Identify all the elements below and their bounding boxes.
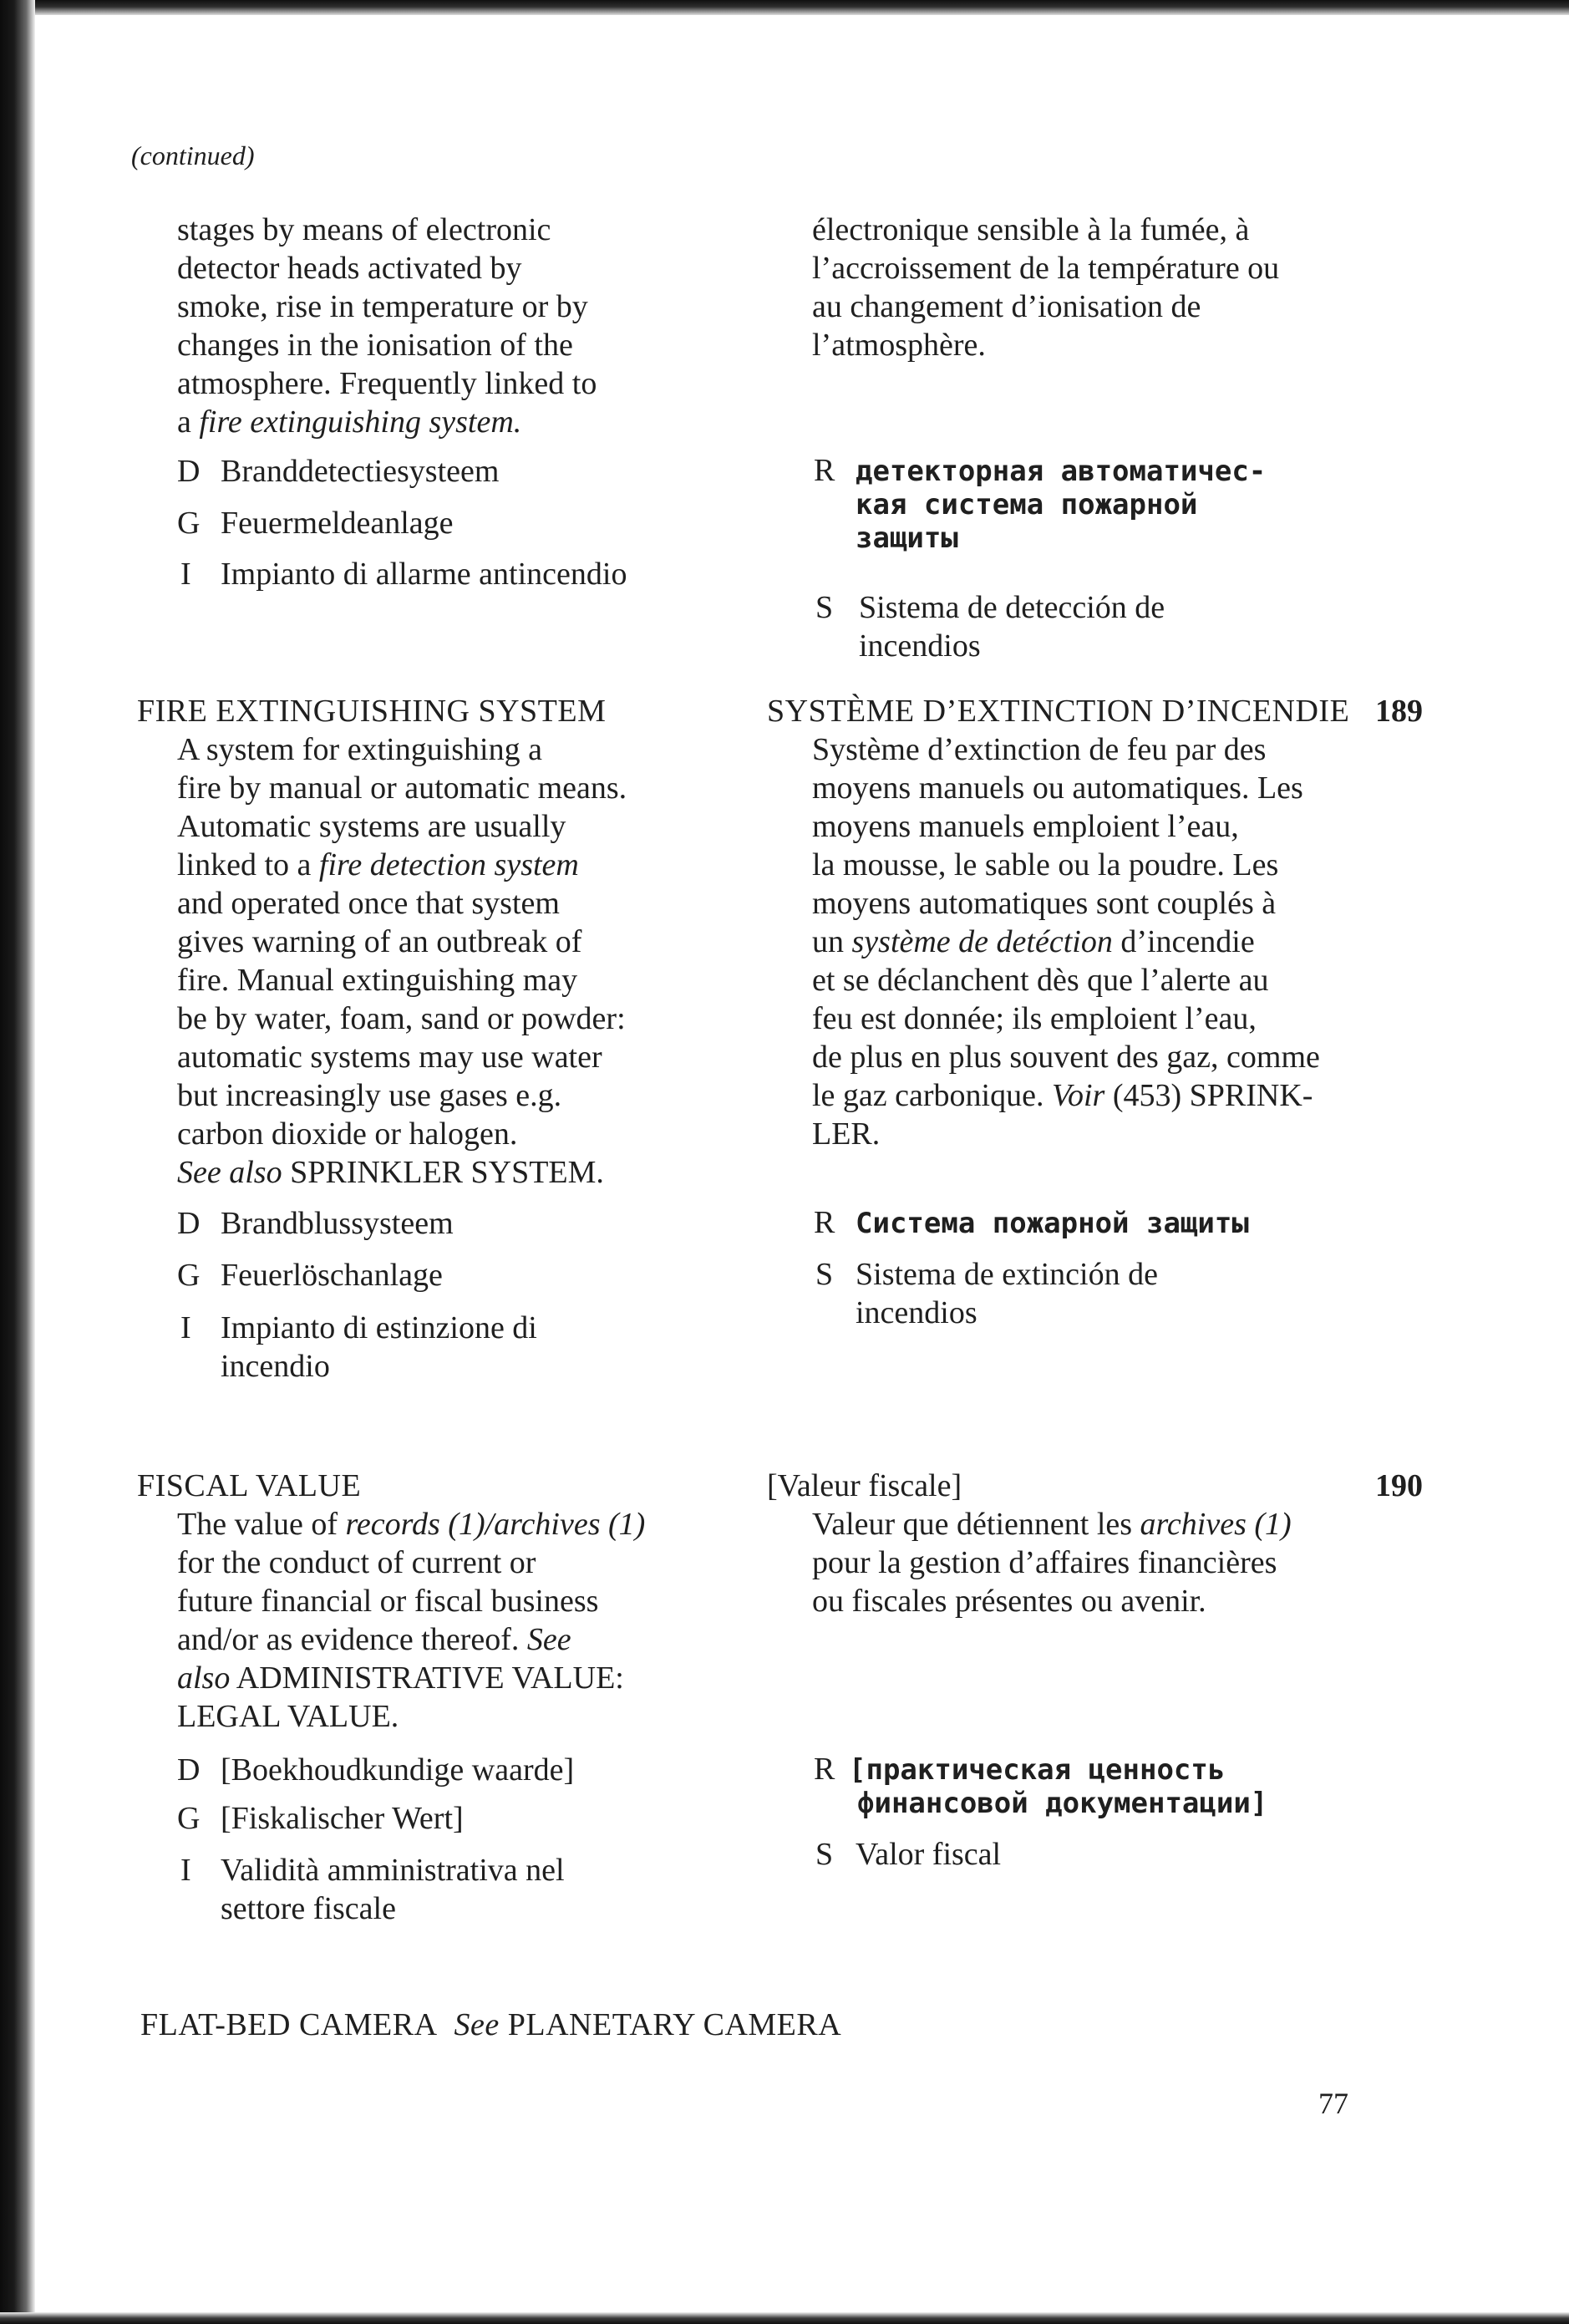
entry-188-en-line bbox=[177, 403, 712, 441]
flat-bed-camera-crossref bbox=[140, 2006, 841, 2044]
lang-letter-d: D bbox=[177, 1752, 201, 1787]
lang-letter-s: S bbox=[815, 1257, 834, 1292]
entry-189-italian-line: incendio bbox=[221, 1349, 330, 1384]
entry-190-french-definition bbox=[812, 1505, 1447, 1620]
entry-190-italian bbox=[221, 1851, 565, 1928]
entry-189-fr-line bbox=[812, 1076, 1447, 1115]
entry-189-italian bbox=[221, 1309, 537, 1386]
entry-189-en-crossref: fire detection system bbox=[318, 847, 579, 882]
lang-letter-i: I bbox=[180, 1310, 191, 1345]
entry-188-en-line: detector heads activated by bbox=[177, 251, 522, 286]
entry-189-en-line: fire by manual or automatic means. bbox=[177, 770, 627, 806]
lang-letter-g: G bbox=[177, 506, 201, 541]
entry-189-spanish bbox=[856, 1255, 1158, 1332]
lang-letter-i: I bbox=[180, 557, 191, 592]
entry-190-spanish: Valor fiscal bbox=[856, 1837, 1002, 1872]
entry-188-french-definition bbox=[812, 211, 1447, 364]
entry-189-en-line: be by water, foam, sand or powder: bbox=[177, 1001, 626, 1036]
also-label: also bbox=[177, 1660, 231, 1696]
entry-188-russian-line: детекторная автоматичес- bbox=[856, 455, 1267, 488]
entry-190-en-text: and/or as evidence thereof. bbox=[177, 1622, 527, 1657]
entry-189-french-definition bbox=[812, 730, 1447, 1153]
continued-label: (continued) bbox=[131, 140, 255, 170]
entry-190-italian-line: settore fiscale bbox=[221, 1891, 396, 1926]
entry-189-en-line: but increasingly use gases e.g. bbox=[177, 1078, 562, 1113]
crossref-term: FLAT-BED CAMERA bbox=[140, 2007, 438, 2042]
entry-189-fr-text: le gaz carbonique. bbox=[812, 1078, 1052, 1113]
entry-188-fr-line: électronique sensible à la fumée, à bbox=[812, 212, 1250, 247]
entry-190-english-definition bbox=[177, 1505, 745, 1736]
entry-188-fr-line: au changement d’ionisation de bbox=[812, 289, 1201, 324]
entry-188-russian-line: кая система пожарной bbox=[856, 488, 1198, 521]
lang-letter-r: R bbox=[814, 453, 835, 488]
entry-190-fr-line: ou fiscales présentes ou avenir. bbox=[812, 1584, 1206, 1619]
page-number: 77 bbox=[1318, 2087, 1348, 2120]
entry-188-fr-line: l’atmosphère. bbox=[812, 328, 986, 363]
entry-188-italian: Impianto di allarme antincendio bbox=[221, 557, 627, 592]
lang-letter-s: S bbox=[815, 590, 834, 625]
entry-190-fr-line: pour la gestion d’affaires financières bbox=[812, 1545, 1277, 1580]
see-also-target: SPRINKLER SYSTEM. bbox=[290, 1155, 604, 1190]
entry-190-russian bbox=[849, 1753, 1267, 1820]
entry-188-english-definition bbox=[177, 211, 712, 441]
entry-189-en-line: carbon dioxide or halogen. bbox=[177, 1116, 518, 1152]
entry-189-en-line: Automatic systems are usually bbox=[177, 809, 566, 844]
entry-188-spanish bbox=[859, 588, 1165, 665]
scan-edge-left bbox=[0, 0, 35, 2324]
entry-189-spanish-line: Sistema de extinción de bbox=[856, 1257, 1158, 1292]
entry-190-heading-fr: [Valeur fiscale] bbox=[767, 1468, 962, 1503]
entry-190-dutch: [Boekhoudkundige waarde] bbox=[221, 1752, 575, 1787]
entry-189-fr-text: (453) SPRINK- bbox=[1104, 1078, 1313, 1113]
entry-188-en-line: changes in the ionisation of the bbox=[177, 328, 573, 363]
entry-188-spanish-line: incendios bbox=[859, 628, 981, 664]
see-also-label: See also bbox=[177, 1155, 282, 1190]
entry-190-fr-line bbox=[812, 1505, 1447, 1543]
entry-190-en-line bbox=[177, 1620, 745, 1659]
scan-edge-top bbox=[0, 0, 1569, 15]
entry-189-fr-text: un bbox=[812, 924, 852, 959]
entry-190-russian-line: финансовой документации] bbox=[857, 1787, 1268, 1820]
entry-189-en-line: gives warning of an outbreak of bbox=[177, 924, 582, 959]
entry-189-fr-line: feu est donnée; ils emploient l’eau, bbox=[812, 1001, 1257, 1036]
entry-189-italian-line: Impianto di estinzione di bbox=[221, 1310, 537, 1345]
lang-letter-g: G bbox=[177, 1258, 201, 1293]
entry-188-german: Feuermeldeanlage bbox=[221, 506, 454, 541]
entry-189-fr-line: moyens manuels ou automatiques. Les bbox=[812, 770, 1303, 806]
entry-190-russian-line: [практическая ценность bbox=[849, 1753, 1226, 1787]
entry-188-en-line: stages by means of electronic bbox=[177, 212, 551, 247]
entry-188-en-link-prefix: a bbox=[177, 404, 200, 440]
lang-letter-g: G bbox=[177, 1801, 201, 1836]
lang-letter-d: D bbox=[177, 454, 201, 489]
entry-190-german: [Fiskalischer Wert] bbox=[221, 1801, 464, 1836]
entry-189-fr-line bbox=[812, 923, 1447, 961]
entry-189-fr-line: de plus en plus souvent des gaz, comme bbox=[812, 1040, 1320, 1075]
entry-188-russian bbox=[856, 455, 1266, 555]
entry-189-fr-line: LER. bbox=[812, 1116, 881, 1152]
entry-190-fr-crossref: archives (1) bbox=[1140, 1507, 1292, 1542]
lang-letter-r: R bbox=[814, 1205, 835, 1240]
lang-letter-d: D bbox=[177, 1206, 201, 1241]
entry-189-heading-en: FIRE EXTINGUISHING SYSTEM bbox=[137, 694, 607, 729]
entry-190-en-line bbox=[177, 1505, 745, 1543]
crossref-target: PLANETARY CAMERA bbox=[507, 2007, 842, 2042]
entry-189-fr-line: et se déclanchent dès que l’alerte au bbox=[812, 963, 1269, 998]
entry-190-italian-line: Validità amministrativa nel bbox=[221, 1853, 565, 1888]
entry-189-fr-line: la mousse, le sable ou la poudre. Les bbox=[812, 847, 1279, 882]
entry-190-en-text: ADMINISTRATIVE VALUE: bbox=[230, 1660, 624, 1696]
entry-189-see-also bbox=[177, 1153, 745, 1192]
entry-189-english-definition bbox=[177, 730, 745, 1192]
entry-190-en-crossref: records (1)/archives (1) bbox=[345, 1507, 646, 1542]
entry-188-en-crossref: fire extinguishing system. bbox=[199, 404, 522, 440]
lang-letter-s: S bbox=[815, 1837, 834, 1872]
crossref-see-label: See bbox=[454, 2007, 500, 2042]
entry-190-heading-en: FISCAL VALUE bbox=[137, 1468, 362, 1503]
entry-190-fr-text: Valeur que détiennent les bbox=[812, 1507, 1140, 1542]
entry-189-german: Feuerlöschanlage bbox=[221, 1258, 443, 1293]
entry-189-fr-crossref: système de detéction bbox=[851, 924, 1113, 959]
entry-189-fr-line: moyens automatiques sont couplés à bbox=[812, 886, 1277, 921]
entry-189-heading-fr: SYSTÈME D’EXTINCTION D’INCENDIE bbox=[767, 694, 1350, 729]
lang-letter-i: I bbox=[180, 1853, 191, 1888]
entry-188-fr-line: l’accroissement de la température ou bbox=[812, 251, 1280, 286]
entry-190-en-text: The value of bbox=[177, 1507, 346, 1542]
entry-190-en-line: for the conduct of current or bbox=[177, 1545, 536, 1580]
entry-188-en-line: smoke, rise in temperature or by bbox=[177, 289, 588, 324]
entry-189-dutch: Brandblussysteem bbox=[221, 1206, 454, 1241]
entry-190-number: 190 bbox=[1375, 1468, 1423, 1503]
entry-188-en-line: atmosphere. Frequently linked to bbox=[177, 366, 597, 401]
entry-189-number: 189 bbox=[1375, 694, 1423, 729]
entry-189-spanish-line: incendios bbox=[856, 1295, 977, 1330]
entry-189-en-line: and operated once that system bbox=[177, 886, 560, 921]
entry-189-en-line bbox=[177, 846, 745, 884]
voir-label: Voir bbox=[1051, 1078, 1105, 1113]
scan-edge-bottom bbox=[0, 2312, 1569, 2324]
entry-190-en-line bbox=[177, 1659, 745, 1697]
entry-188-dutch: Branddetectiesysteem bbox=[221, 454, 500, 489]
entry-189-en-text: linked to a bbox=[177, 847, 319, 882]
entry-189-russian: Система пожарной защиты bbox=[856, 1207, 1249, 1240]
entry-189-en-line: automatic systems may use water bbox=[177, 1040, 602, 1075]
entry-188-russian-line: защиты bbox=[856, 521, 958, 555]
entry-189-en-line: A system for extinguishing a bbox=[177, 732, 542, 767]
entry-189-fr-line: moyens manuels emploient l’eau, bbox=[812, 809, 1239, 844]
entry-189-fr-text: d’incendie bbox=[1112, 924, 1255, 959]
see-label: See bbox=[526, 1622, 571, 1657]
entry-190-en-line: LEGAL VALUE. bbox=[177, 1699, 399, 1734]
entry-190-en-line: future financial or fiscal business bbox=[177, 1584, 599, 1619]
entry-188-spanish-line: Sistema de detección de bbox=[859, 590, 1165, 625]
lang-letter-r: R bbox=[814, 1752, 835, 1787]
entry-189-en-line: fire. Manual extinguishing may bbox=[177, 963, 578, 998]
entry-189-fr-line: Système d’extinction de feu par des bbox=[812, 732, 1267, 767]
